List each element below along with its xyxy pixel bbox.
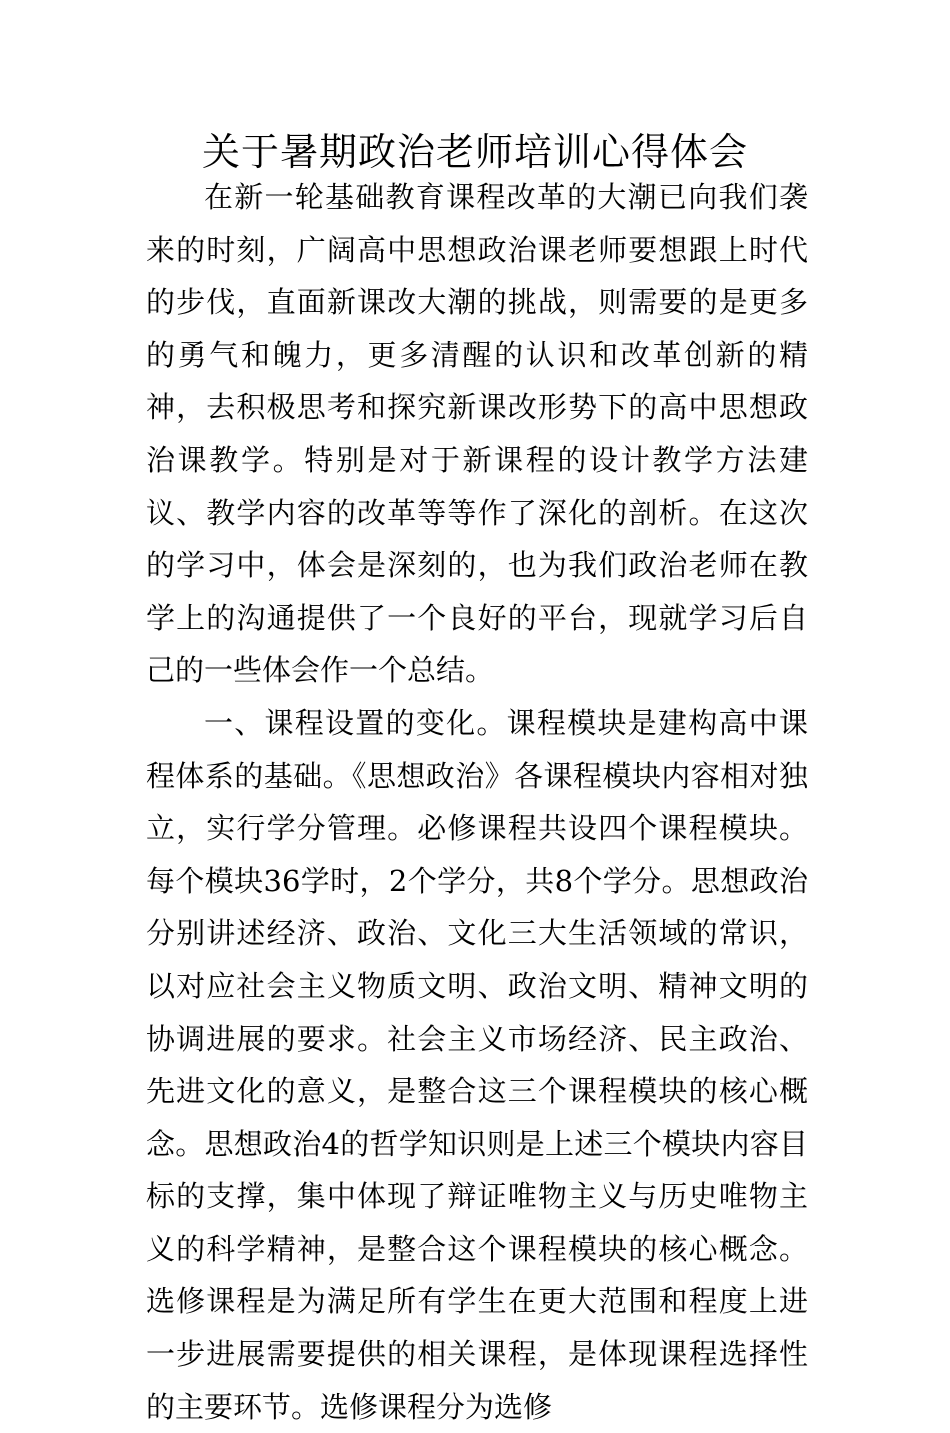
paragraph-intro: 在新一轮基础教育课程改革的大潮已向我们袭来的时刻，广阔高中思想政治课老师要想跟上时代的步伐，直面新课改大潮的挑战，则需要的是更多的勇气和魄力，更多清醒的认识和改革创新的精神，去积极思考和探究新课改形势下的高中思想政治课教学。特别是对于新课程的设计教学方法建议、教学内容的改革等等作了深化的剖析。在这次的学习中，体会是深刻的，也为我们政治老师在教学上的沟通提供了一个良好的平台，现就学习后自己的一些体会作一个总结。 [146,180,808,688]
paragraph-course-setup: 一、课程设置的变化。课程模块是建构高中课程体系的基础。《思想政治》各课程模块内容相对独立，实行学分管理。必修课程共设四个课程模块。每个模块36学时，2个学分，共8个学分。思想政治分别讲述经济、政治、文化三大生活领域的常识，以对应社会主义物质文明、政治文明、精神文明的协调进展的要求。社会主义市场经济、民主政治、先进文化的意义，是整合这三个课程模块的核心概念。思想政治4的哲学知识则是上述三个模块内容目标的支撑，集中体现了辩证唯物主义与历史唯物主义的科学精神，是整合这个课程模块的核心概念。选修课程是为满足所有学生在更大范围和程度上进一步进展需要提供的相关课程，是体现课程选择性的主要环节。选修课程分为选修 [146,705,808,1424]
document-title: 关于暑期政治老师培训心得体会 [201,130,748,174]
document-body [146,171,808,1433]
